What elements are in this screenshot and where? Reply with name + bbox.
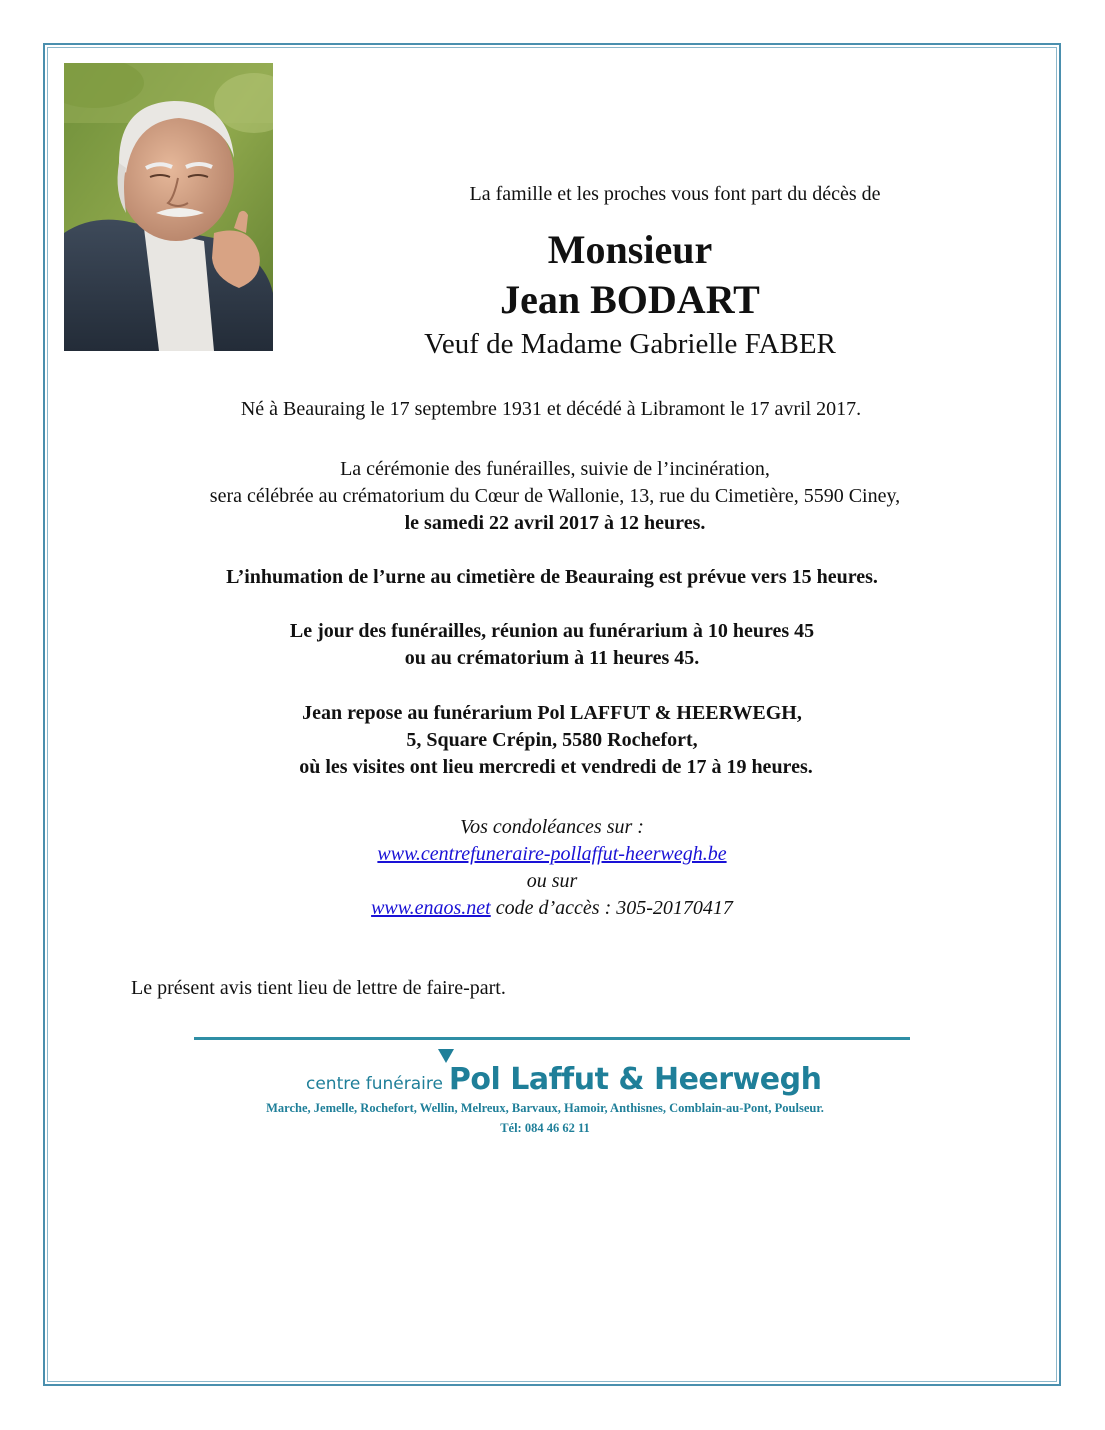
funeral-home-link[interactable]: www.centrefuneraire-pollaffut-heerwegh.be — [377, 843, 727, 865]
condolences-line-2 — [0, 897, 1104, 920]
rest-line-1: Jean repose au funérarium Pol LAFFUT & HEERWEGH, — [302, 702, 802, 724]
rest-line-2: 5, Square Crépin, 5580 Rochefort, — [406, 729, 698, 751]
birth-death-line: Né à Beauraing le 17 septembre 1931 et décédé à Libramont le 17 avril 2017. — [240, 398, 862, 420]
intro-text: La famille et les proches vous font part du décès de — [469, 183, 881, 205]
deceased-name: Jean BODART — [500, 277, 760, 322]
funeral-home-logo — [306, 1062, 821, 1097]
or-on-text: ou sur — [526, 870, 578, 892]
meeting-line-2: ou au crématorium à 11 heures 45. — [404, 647, 700, 669]
condolences-label: Vos condoléances sur : — [460, 816, 644, 838]
logo-brand-text: Pol Laffut & Heerwegh — [448, 1062, 822, 1097]
ceremony-date: le samedi 22 avril 2017 à 12 heures. — [404, 512, 706, 534]
access-code-text: code d’accès : 305-20170417 — [490, 897, 733, 919]
logo-towns: Marche, Jemelle, Rochefort, Wellin, Melreux, Barvaux, Hamoir, Anthisnes, Comblain-au-Pont, Poulseur. — [266, 1101, 824, 1115]
title-honorific: Monsieur — [547, 227, 713, 272]
rest-line-3: où les visites ont lieu mercredi et vendredi de 17 à 19 heures. — [299, 756, 813, 778]
logo-small-text: centre funéraire — [306, 1074, 443, 1094]
ceremony-line-2: sera célébrée au crématorium du Cœur de Wallonie, 13, rue du Cimetière, 5590 Ciney, — [209, 485, 901, 507]
logo-phone: Tél: 084 46 62 11 — [500, 1121, 590, 1135]
ceremony-line-1: La cérémonie des funérailles, suivie de l’incinération, — [340, 458, 770, 480]
notice-text: Le présent avis tient lieu de lettre de faire-part. — [131, 977, 506, 999]
logo-divider — [194, 1037, 910, 1040]
portrait-photo — [64, 63, 273, 351]
spouse-line: Veuf de Madame Gabrielle FABER — [424, 328, 836, 360]
enaos-link[interactable]: www.enaos.net — [371, 897, 491, 919]
meeting-line-1: Le jour des funérailles, réunion au funérarium à 10 heures 45 — [289, 620, 815, 642]
inhumation-line: L’inhumation de l’urne au cimetière de Beauraing est prévue vers 15 heures. — [226, 566, 878, 588]
logo-triangle-icon — [438, 1049, 454, 1063]
condolences-line-1 — [0, 843, 1104, 866]
